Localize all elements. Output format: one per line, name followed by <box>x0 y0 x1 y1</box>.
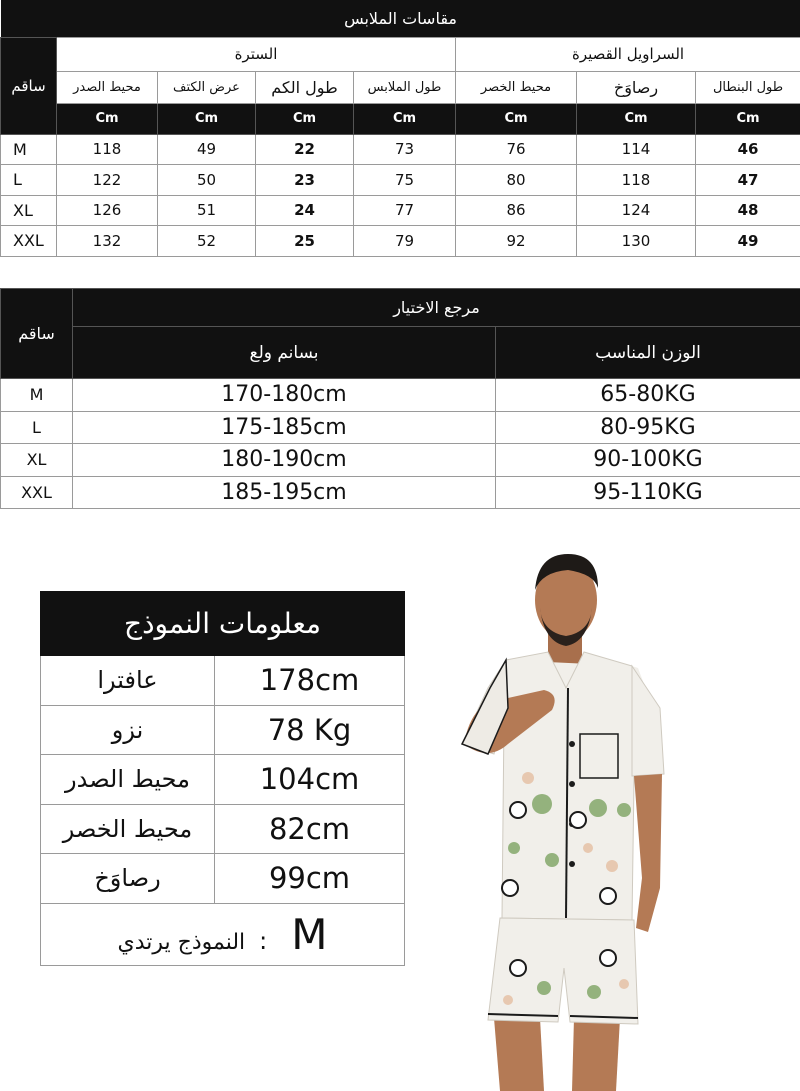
weight-column-header: الوزن المناسب <box>496 327 800 379</box>
table-row <box>1 226 800 257</box>
height-range-cell: 180-190cm <box>73 444 496 477</box>
column-header-chest: محيط الصدر <box>57 71 158 103</box>
weight-range-cell: 80-95KG <box>496 411 800 444</box>
unit-cell: Cm <box>57 103 158 134</box>
table-row <box>1 476 800 509</box>
shorts-group-header: السراويل القصيرة <box>456 37 800 71</box>
size-cell: L <box>1 411 73 444</box>
table-row <box>41 755 405 805</box>
value-cell: 50 <box>158 165 256 196</box>
model-waist-label: محيط الخصر <box>41 804 215 854</box>
value-cell: 132 <box>57 226 158 257</box>
table-row <box>41 854 405 904</box>
value-cell: 118 <box>57 134 158 165</box>
unit-cell: Cm <box>158 103 256 134</box>
size-cell: XXL <box>1 476 73 509</box>
size-cell: XXL <box>1 226 57 257</box>
value-cell: 52 <box>158 226 256 257</box>
value-cell: 75 <box>354 165 456 196</box>
size-cell: M <box>1 379 73 412</box>
weight-range-cell: 65-80KG <box>496 379 800 412</box>
selection-reference-table <box>0 288 800 509</box>
model-weight-label: نزو <box>41 705 215 755</box>
value-cell: 130 <box>577 226 696 257</box>
model-weight-value: 78 Kg <box>215 705 405 755</box>
value-cell: 25 <box>256 226 354 257</box>
value-cell: 23 <box>256 165 354 196</box>
size-column-header: ساقم <box>1 37 57 134</box>
value-cell: 49 <box>158 134 256 165</box>
table-row <box>1 165 800 196</box>
value-cell: 86 <box>456 195 577 226</box>
height-range-cell: 175-185cm <box>73 411 496 444</box>
unit-cell: Cm <box>456 103 577 134</box>
colon-separator: : <box>259 926 268 955</box>
unit-cell: Cm <box>577 103 696 134</box>
value-cell: 76 <box>456 134 577 165</box>
model-hips-value: 99cm <box>215 854 405 904</box>
weight-range-cell: 95-110KG <box>496 476 800 509</box>
column-header-pants-length: طول البنطال <box>696 71 800 103</box>
table-row <box>41 656 405 706</box>
table-row <box>1 134 800 165</box>
value-cell: 118 <box>577 165 696 196</box>
table-row <box>41 804 405 854</box>
model-wearing-size: M <box>291 909 328 959</box>
unit-cell: Cm <box>256 103 354 134</box>
size-cell: L <box>1 165 57 196</box>
value-cell: 24 <box>256 195 354 226</box>
model-in-pajamas-icon <box>448 548 680 1091</box>
model-chest-label: محيط الصدر <box>41 755 215 805</box>
height-column-header: بسانم ولع <box>73 327 496 379</box>
model-waist-value: 82cm <box>215 804 405 854</box>
height-range-cell: 185-195cm <box>73 476 496 509</box>
unit-cell: Cm <box>354 103 456 134</box>
value-cell: 48 <box>696 195 800 226</box>
table-row <box>41 705 405 755</box>
value-cell: 126 <box>57 195 158 226</box>
weight-range-cell: 90-100KG <box>496 444 800 477</box>
model-height-value: 178cm <box>215 656 405 706</box>
column-header-length: طول الملابس <box>354 71 456 103</box>
value-cell: 77 <box>354 195 456 226</box>
value-cell: 124 <box>577 195 696 226</box>
table-row <box>1 411 800 444</box>
table-row <box>1 444 800 477</box>
model-wearing-cell <box>41 903 405 965</box>
column-header-hips: رصاوَخ <box>577 71 696 103</box>
unit-cell: Cm <box>696 103 800 134</box>
table-row <box>1 379 800 412</box>
value-cell: 114 <box>577 134 696 165</box>
model-hips-label: رصاوَخ <box>41 854 215 904</box>
value-cell: 47 <box>696 165 800 196</box>
table-row <box>1 195 800 226</box>
value-cell: 73 <box>354 134 456 165</box>
value-cell: 46 <box>696 134 800 165</box>
model-height-label: عافترا <box>41 656 215 706</box>
value-cell: 79 <box>354 226 456 257</box>
reference-title: مرجع الاختيار <box>73 289 800 327</box>
reference-size-header: ساقم <box>1 289 73 379</box>
model-info-title: معلومات النموذج <box>41 592 405 656</box>
model-chest-value: 104cm <box>215 755 405 805</box>
value-cell: 49 <box>696 226 800 257</box>
table-row <box>41 903 405 965</box>
value-cell: 92 <box>456 226 577 257</box>
size-cell: XL <box>1 195 57 226</box>
model-wearing-label: النموذج يرتدي <box>117 929 246 955</box>
column-header-waist: محيط الخصر <box>456 71 577 103</box>
size-cell: M <box>1 134 57 165</box>
size-chart-title: مقاسات الملابس <box>1 0 800 37</box>
height-range-cell: 170-180cm <box>73 379 496 412</box>
model-info-table <box>40 591 405 966</box>
value-cell: 122 <box>57 165 158 196</box>
size-chart-table <box>0 0 800 257</box>
size-cell: XL <box>1 444 73 477</box>
column-header-sleeve: طول الكم <box>256 71 354 103</box>
value-cell: 80 <box>456 165 577 196</box>
jacket-group-header: السترة <box>57 37 456 71</box>
value-cell: 22 <box>256 134 354 165</box>
value-cell: 51 <box>158 195 256 226</box>
column-header-shoulder: عرض الكتف <box>158 71 256 103</box>
